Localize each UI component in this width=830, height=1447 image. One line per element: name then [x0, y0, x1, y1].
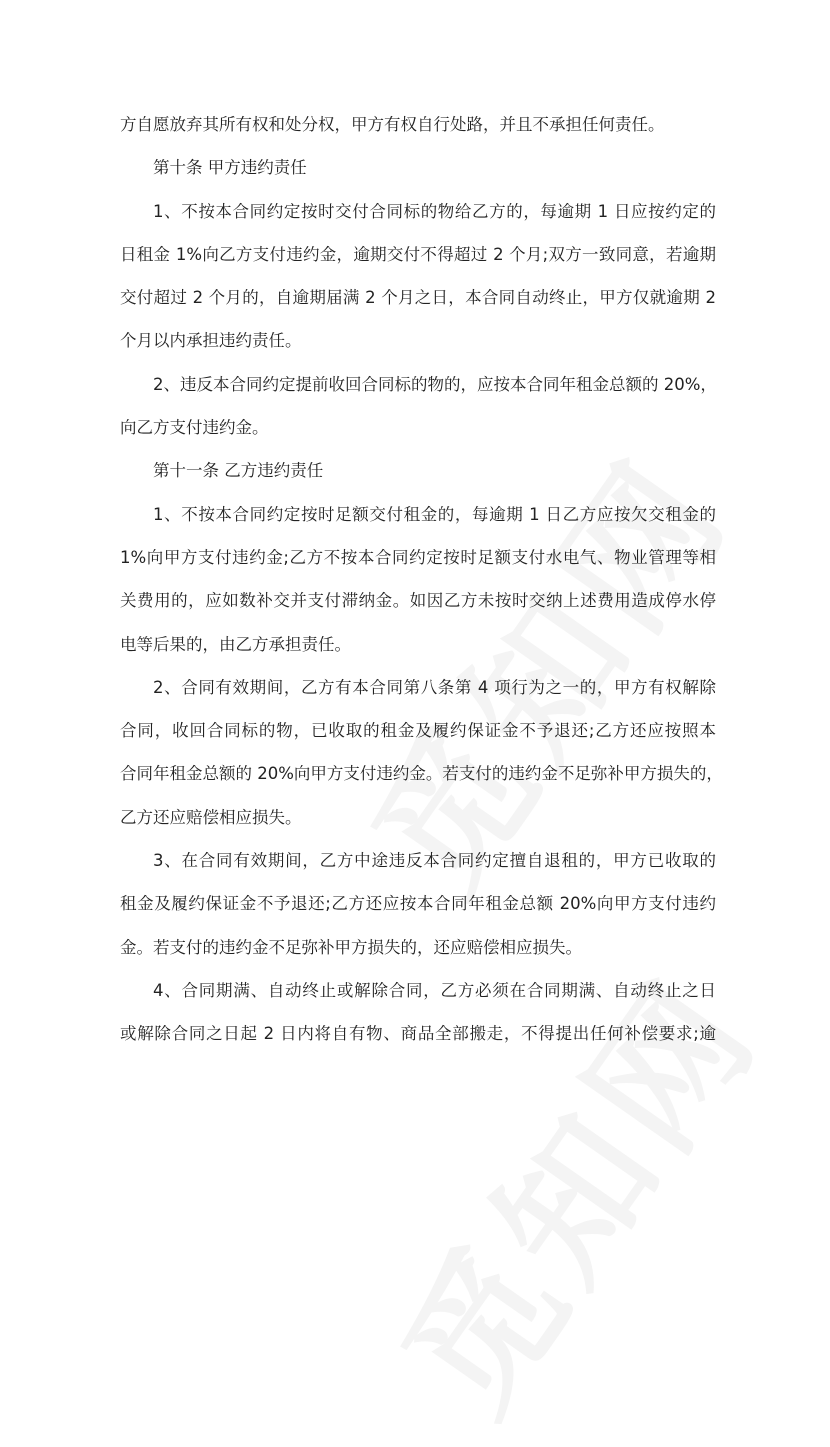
text-line: 乙方还应赔偿相应损失。 [120, 807, 302, 827]
text-line: 或解除合同之日起 2 日内将自有物、商品全部搬走，不得提出任何补偿要求;逾 [120, 1024, 716, 1044]
text-line: 关费用的，应如数补交并支付滞纳金。如因乙方未按时交纳上述费用造成停水停 [120, 591, 716, 611]
text-line: 交付超过 2 个月的，自逾期届满 2 个月之日，本合同自动终止，甲方仅就逾期 2 [120, 288, 716, 308]
document-body [120, 103, 723, 1056]
text-line: 3、在合同有效期间，乙方中途违反本合同约定擅自退租的，甲方已收取的 [153, 851, 716, 871]
text-line: 个月以内承担违约责任。 [120, 331, 302, 351]
text-line: 合同，收回合同标的物，已收取的租金及履约保证金不予退还;乙方还应按照本 [120, 721, 716, 741]
text-line: 金。若支付的违约金不足弥补甲方损失的，还应赔偿相应损失。 [120, 937, 582, 957]
text-line: 1%向甲方支付违约金;乙方不按本合同约定按时足额支付水电气、物业管理等相 [120, 547, 716, 567]
text-line: 方自愿放弃其所有权和处分权，甲方有权自行处路，并且不承担任何责任。 [120, 115, 665, 134]
text-line: 1、不按本合同约定按时足额交付租金的，每逾期 1 日乙方应按欠交租金的 [153, 504, 716, 524]
text-line: 日租金 1%向乙方支付违约金，逾期交付不得超过 2 个月;双方一致同意，若逾期 [120, 244, 716, 264]
text-line: 1、不按本合同约定按时交付合同标的物给乙方的，每逾期 1 日应按约定的 [153, 201, 716, 221]
text-line: 租金及履约保证金不予退还;乙方还应按本合同年租金总额 20%向甲方支付违约 [120, 894, 716, 914]
section-heading: 第十一条 乙方违约责任 [153, 461, 324, 481]
text-line: 2、合同有效期间，乙方有本合同第八条第 4 项行为之一的，甲方有权解除 [153, 677, 716, 697]
text-line: 向乙方支付违约金。 [120, 418, 269, 438]
text-line: 电等后果的，由乙方承担责任。 [120, 634, 351, 654]
text-line: 4、合同期满、自动终止或解除合同，乙方必须在合同期满、自动终止之日 [153, 980, 716, 1000]
text-line: 2、违反本合同约定提前收回合同标的物的，应按本合同年租金总额的 20%， [153, 374, 717, 394]
section-heading: 第十条 甲方违约责任 [153, 158, 307, 178]
text-line: 合同年租金总额的 20%向甲方支付违约金。若支付的违约金不足弥补甲方损失的， [120, 764, 723, 784]
